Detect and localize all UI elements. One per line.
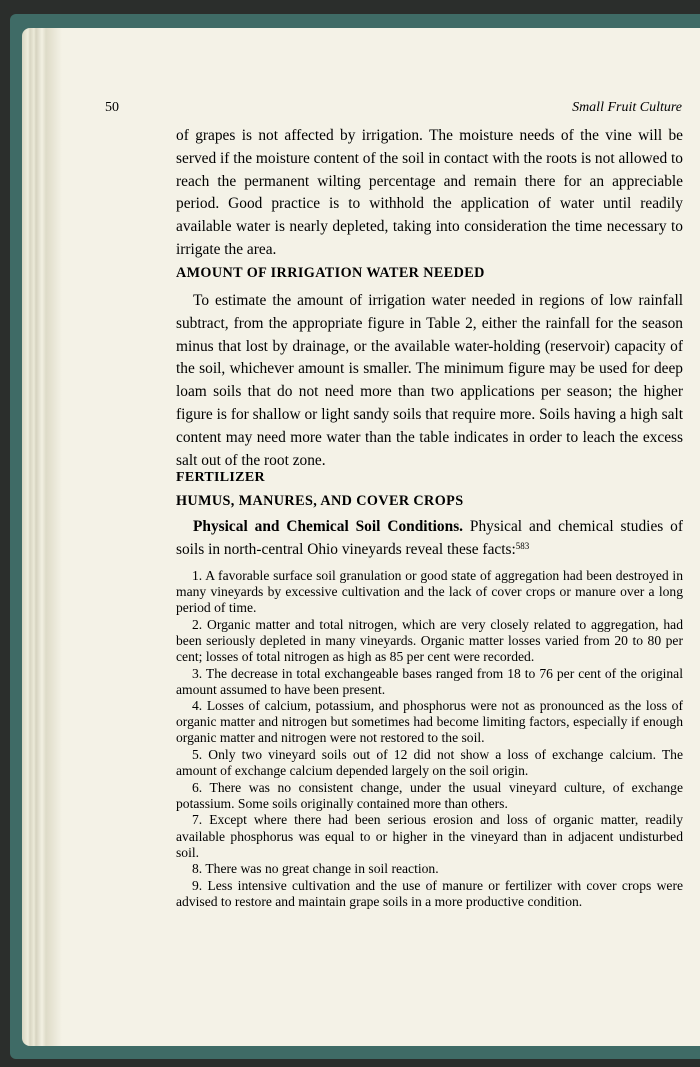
list-item: 2. Organic matter and total nitrogen, which are very closely related to aggregation, had been seriously depleted in many vineyards. Organic matter losses varied from 20 to 80 per cent; losses of total nitrogen as high as 85 per cent were recorded. — [176, 616, 683, 664]
list-item: 7. Except where there had been serious erosion and loss of organic matter, readily available phosphorus was equal to or higher in the vineyard than in adjacent undisturbed soil. — [176, 812, 683, 860]
heading-irrigation-water: AMOUNT OF IRRIGATION WATER NEEDED — [176, 265, 485, 281]
list-item: 3. The decrease in total exchangeable bases ranged from 18 to 76 per cent of the original amount assumed to have been present. — [176, 665, 683, 697]
soil-facts-list — [176, 568, 683, 910]
list-item: 4. Losses of calcium, potassium, and phosphorus were not as pronounced as the loss of organic matter and nitrogen but sometimes had become limiting factors, especially if enough organic matter and nitrogen were not restored to the soil. — [176, 698, 683, 746]
list-item: 8. There was no great change in soil reaction. — [192, 861, 439, 877]
list-item: 9. Less intensive cultivation and the use of manure or fertilizer with cover crops were advised to restore and maintain grape soils in a more productive condition. — [176, 877, 683, 909]
paragraph-irrigation-amount: To estimate the amount of irrigation water needed in regions of low rainfall subtract, from the appropriate figure in Table 2, either the rainfall for the season minus that lost by drainage, or the available water-holding (reservoir) capacity of the soil, whichever amount is smaller. The minimum figure may be used for deep loam soils that do not need more than two applications per season; the higher figure is for shallow or light sandy soils that require more. Soils having a high salt content may need more water than the table indicates in order to leach the excess salt out of the root zone. — [176, 292, 683, 469]
heading-humus-manures: HUMUS, MANURES, AND COVER CROPS — [176, 493, 464, 509]
soil-conditions-text: Physical and chemical studies of soils in north-central Ohio vineyards reveal these facts: — [176, 518, 683, 558]
list-item: 6. There was no consistent change, under the usual vineyard culture, of exchange potassium. Some soils originally contained more than others. — [176, 779, 683, 811]
heading-fertilizer: FERTILIZER — [176, 470, 265, 485]
reference-number: 583 — [515, 540, 530, 551]
soil-conditions-lead: Physical and Chemical Soil Conditions. — [193, 518, 464, 535]
list-item: 5. Only two vineyard soils out of 12 did not show a loss of exchange calcium. The amount of exchange calcium depended largely on the soil origin. — [176, 747, 683, 779]
running-title: Small Fruit Culture — [572, 100, 682, 115]
paragraph-soil-conditions — [176, 516, 683, 562]
page-number: 50 — [105, 100, 119, 115]
paragraph-irrigation-continued: of grapes is not affected by irrigation. The moisture needs of the vine will be served if the moisture content of the soil in contact with the roots is not allowed to reach the permanent wilting percentage and remain there for an appreciable period. Good practice is to withhold the application of water until readily available water is nearly depleted, taking into consideration the time necessary to irrigate the area. — [176, 127, 683, 258]
list-item: 1. A favorable surface soil granulation or good state of aggregation had been destroyed in many vineyards by excessive cultivation and the lack of cover crops or manure over a long period of time. — [176, 568, 683, 616]
page-header — [105, 100, 682, 120]
